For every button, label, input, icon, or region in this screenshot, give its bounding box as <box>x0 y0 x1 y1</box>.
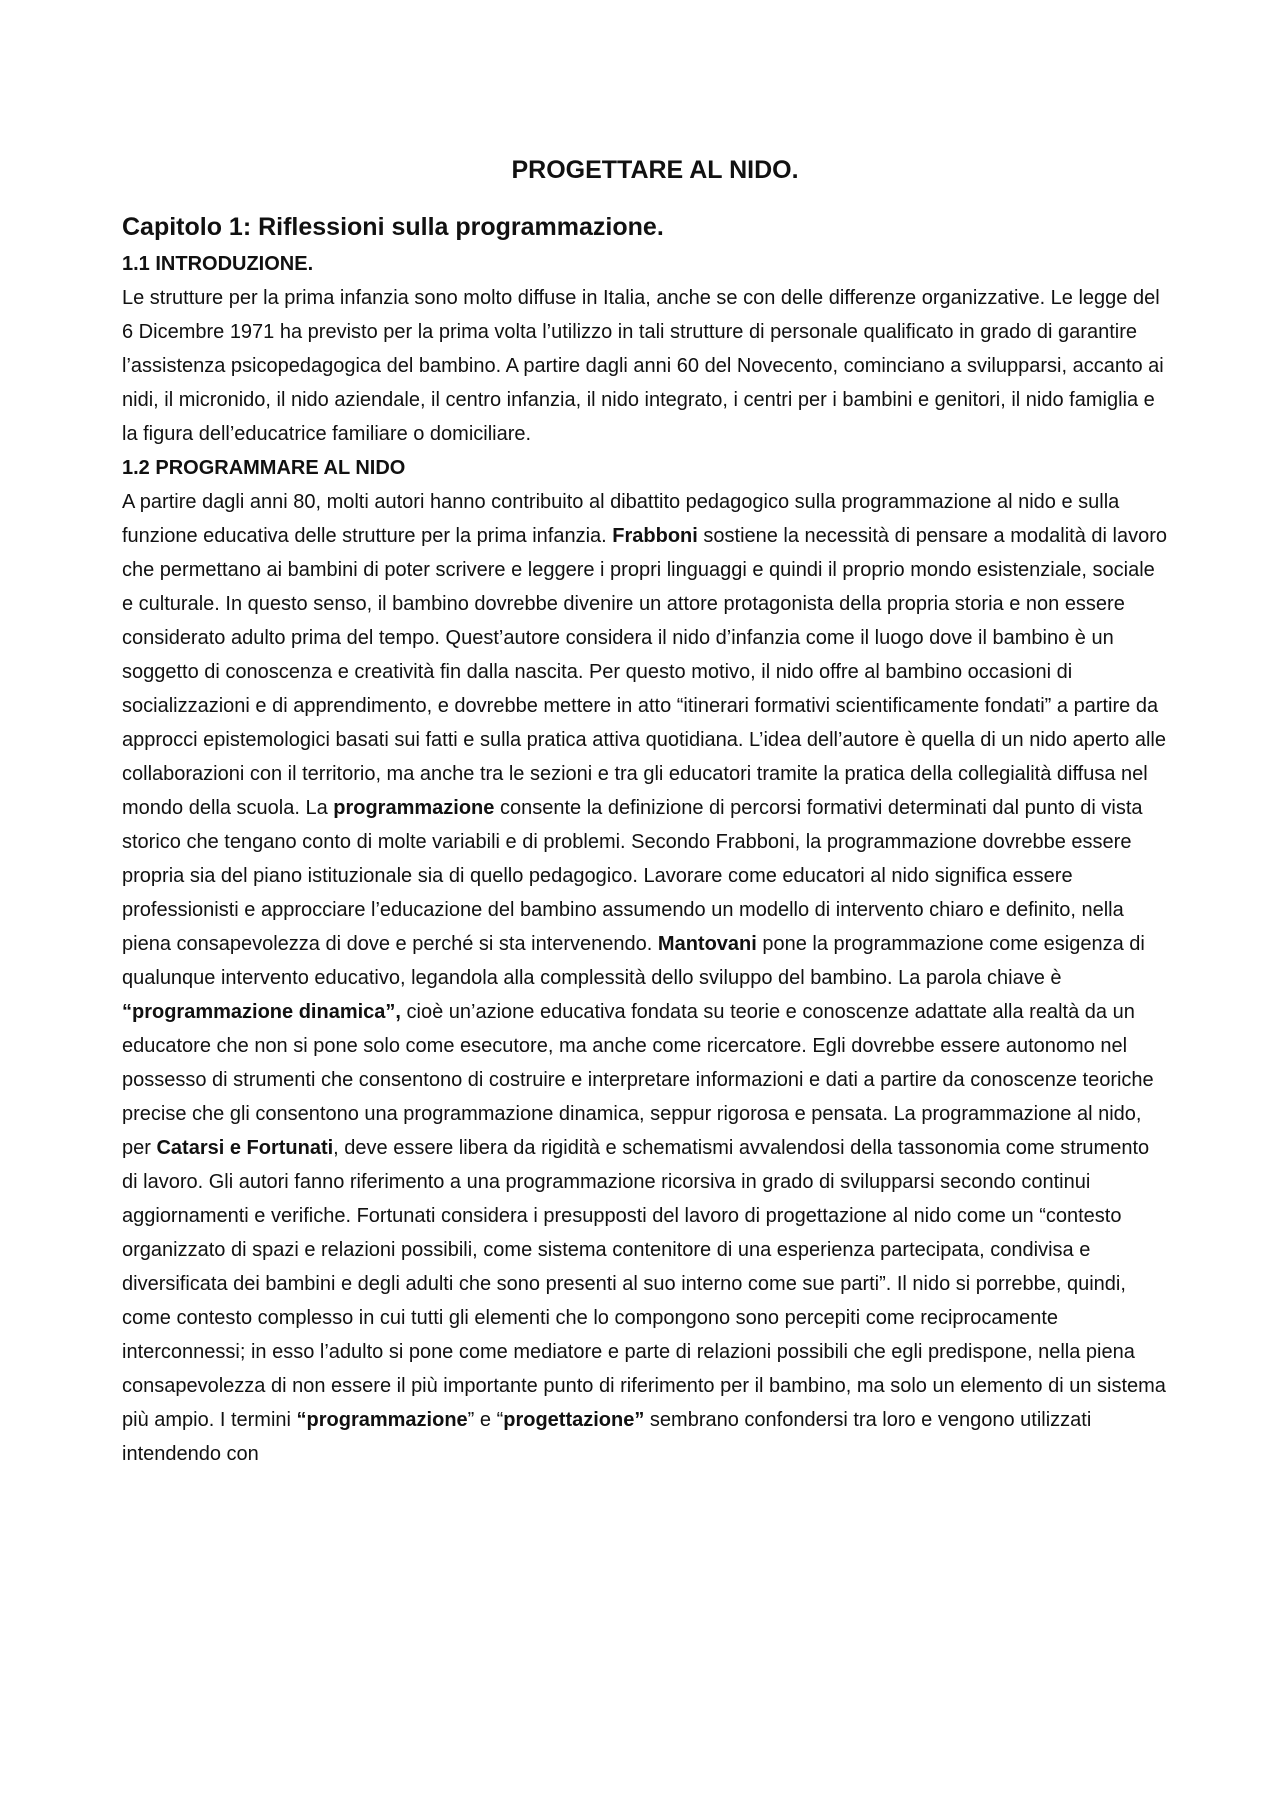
section-heading-programmare: 1.2 PROGRAMMARE AL NIDO <box>122 457 406 479</box>
bold-term-programmazione-dinamica: “programmazione dinamica”, <box>122 1001 401 1023</box>
bold-term-catarsi-fortunati: Catarsi e Fortunati <box>156 1137 334 1159</box>
bold-term-programmazione-quoted: “programmazione <box>296 1409 468 1431</box>
text-segment: consente la definizione di percorsi formativi determinati dal punto di vista storico che tengano conto di molte variabili e di problemi. Secondo Frabboni, la programmazione dovrebbe essere propria sia del piano istituzionale sia di quello pedagogico. Lavorare come educatori al nido significa essere professionisti e approcciare l’educazione del bambino assumendo un modello di intervento chiaro e definito, nella piena consapevolezza di dove e perché si sta intervenendo. <box>122 797 1143 955</box>
section-heading-introduzione: 1.1 INTRODUZIONE. <box>122 253 314 275</box>
bold-term-frabboni: Frabboni <box>612 525 698 547</box>
text-segment: A partire dagli anni 80, molti autori hanno contribuito al dibattito pedagogico sulla programmazione al nido e sulla funzione educativa delle strutture per la prima infanzia. <box>122 491 1120 547</box>
bold-term-mantovani: Mantovani <box>657 933 757 955</box>
text-segment: ” e “ <box>467 1409 504 1431</box>
document-title: PROGETTARE AL NIDO. <box>511 156 799 184</box>
text-segment: pone la programmazione come esigenza di qualunque intervento educativo, legandola alla complessità dello sviluppo del bambino. La parola chiave è <box>122 933 1145 989</box>
bold-term-progettazione: progettazione” <box>503 1409 645 1431</box>
text-segment: cioè un’azione educativa fondata su teorie e conoscenze adattate alla realtà da un educatore che non si pone solo come esecutore, ma anche come ricercatore. Egli dovrebbe essere autonomo nel possesso di strumenti che consentono di costruire e interpretare informazioni e dati a partire da conoscenze teoriche precise che gli consentono una programmazione dinamica, seppur rigorosa e pensata. La programmazione al nido, per <box>122 1001 1154 1159</box>
text-segment: sostiene la necessità di pensare a modalità di lavoro che permettano ai bambini di poter scrivere e leggere i propri linguaggi e quindi il proprio mondo esistenziale, sociale e culturale. In questo senso, il bambino dovrebbe divenire un attore protagonista della propria storia e non essere considerato adulto prima del tempo. Quest’autore considera il nido d’infanzia come il luogo dove il bambino è un soggetto di conoscenza e creatività fin dalla nascita. Per questo motivo, il nido offre al bambino occasioni di socializzazioni e di apprendimento, e dovrebbe mettere in atto “itinerari formativi scientificamente fondati” a partire da approcci epistemologici basati sui fatti e sulla pratica attiva quotidiana. L’idea dell’autore è quella di un nido aperto alle collaborazioni con il territorio, ma anche tra le sezioni e tra gli educatori tramite la pratica della collegialità diffusa nel mondo della scuola. La <box>122 525 1167 819</box>
text-segment: sembrano confondersi tra loro e vengono utilizzati intendendo con <box>122 1409 1092 1465</box>
chapter-heading: Capitolo 1: Riflessioni sulla programmazione. <box>122 213 664 241</box>
text-segment: , deve essere libera da rigidità e schematismi avvalendosi della tassonomia come strumento di lavoro. Gli autori fanno riferimento a una programmazione ricorsiva in grado di svilupparsi secondo continui aggiornamenti e verifiche. Fortunati considera i presupposti del lavoro di progettazione al nido come un “contesto organizzato di spazi e relazioni possibili, come sistema contenitore di una esperienza partecipata, condivisa e diversificata dei bambini e degli adulti che sono presenti al suo interno come sue parti”. Il nido si porrebbe, quindi, come contesto complesso in cui tutti gli elementi che lo compongono sono percepiti come reciprocamente interconnessi; in esso l’adulto si pone come mediatore e parte di relazioni possibili che egli predispone, nella piena consapevolezza di non essere il più importante punto di riferimento per il bambino, ma solo un elemento di un sistema più ampio. I termini <box>122 1137 1166 1431</box>
paragraph-programmare <box>122 485 1168 1471</box>
bold-term-programmazione: programmazione <box>333 797 495 819</box>
paragraph-introduzione: Le strutture per la prima infanzia sono molto diffuse in Italia, anche se con delle differenze organizzative. Le legge del 6 Dicembre 1971 ha previsto per la prima volta l’utilizzo in tali strutture di personale qualificato in grado di garantire l’assistenza psicopedagogica del bambino. A partire dagli anni 60 del Novecento, cominciano a svilupparsi, accanto ai nidi, il micronido, il nido aziendale, il centro infanzia, il nido integrato, i centri per i bambini e genitori, il nido famiglia e la figura dell’educatrice familiare o domiciliare. <box>122 287 1164 445</box>
